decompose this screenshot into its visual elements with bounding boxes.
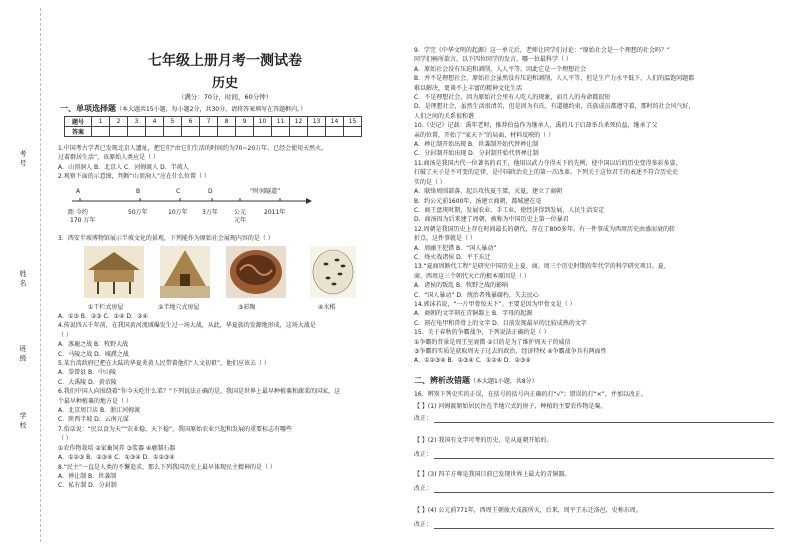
timeline-diagram [58,184,358,224]
question-line: 亲的位置，开始了“家天下”的局面，材料反映的（ ） [414,131,555,139]
section-1-header [60,104,306,114]
question-number: 1 [92,117,110,127]
answer-cell[interactable] [110,127,128,137]
question-line: ③争霸的实质是获取周天子过去的政治、经济特权 ④争霸战争具有两面性 [414,348,607,355]
question-line: A．原始社会没有压迫和剥削，人人平等，因此它是一个理想社会 [414,65,587,73]
semi-pit-house-image [160,246,210,298]
question-line: C．私有制 D．分封制 [58,482,117,490]
question-line: A．联络周围部落，起兵攻伐夏王桀，灭夏，建立了商朝 [414,188,563,196]
judgement-item: 【 】(4) 公元前771年，西周王朝彼犬戎族所灭，后来，周平王东迁洛邑，史称东周。 [414,507,642,514]
fix-label: 改正： [414,521,433,528]
question-line: D．商汤因为后来建了周朝，被称为中国历史上第一位暴君 [414,216,569,224]
question-line: C．不是理想社会，因为原始社会里有人吃人的现象，而且人的寿命都很短 [414,94,611,102]
question-line: A．①③ B．②③ C．①④ D．②④ [58,313,148,320]
question-line: 2.观察下面的示意图，判断“山顶洞人”应在什么位置（ ） [58,173,210,181]
section-2-instruction: （本大题1小题，共8分） [470,378,538,385]
timeline-letter: D [208,188,213,195]
answer-cell[interactable] [326,127,344,137]
question-number: 5 [164,117,182,127]
question-number: 11 [272,117,290,127]
question-line: C．烽火戏诸侯 D．平王东迁 [414,253,491,261]
side-label-name: 姓 名 [19,270,27,287]
question-number: 10 [254,117,272,127]
answer-cell[interactable] [164,127,182,137]
answer-cell[interactable] [272,127,290,137]
question-line: （ ） [58,331,72,339]
question-number: 7 [200,117,218,127]
questions-9-15 [414,46,786,366]
side-label-kaohao: 考 号 [19,150,27,167]
question-line: 8.“民主”一直是人类的不懈追求，那么下列我国历史上最早体现民主精神的是（ ） [58,463,276,471]
image-caption: ④水稻 [318,304,336,311]
question-line: A．涿鹿之战 B．牧野大战 [58,341,129,349]
question-line: 12.周朝是我国历史上存在时间最长的朝代，存在了800多年。有一件事成为西周历史由盛而衰的转 [414,225,675,233]
fix-label: 改正： [414,451,433,458]
question-number: 13 [308,117,326,127]
timeline-value: 3万年 [202,209,218,216]
questions-1-2 [58,144,393,182]
question-line: ①农作物栽培 ②家畜饲养 ③浆器 ④磨制石器 [58,444,176,452]
timeline-value: 距 今约 [68,209,88,216]
question-line: 5.某台湾政府已把在大陆的华夏炎黄人民带着他们“人文初祖”，他们应该去（ ） [58,360,270,368]
stilt-house-image [84,246,144,298]
fix-answer-line[interactable] [434,492,774,493]
answer-cell[interactable] [308,127,326,137]
question-line: A．北京周口店 B．浙江河姆渡 [58,407,141,415]
image-caption: ①干栏式房屋 [88,304,124,311]
question-line: 10.《史记》记载：禹年老时，推荐伯益作为继承人，禹的儿子启却举兵杀死伯益，继承了父 [414,122,658,130]
answer-cell[interactable] [218,127,236,137]
question-line: 15．关于春秋的争霸战争，下列说法正确的是（ ） [414,329,550,337]
question-line: 过着群居生活”，该原始人类应是（ ） [58,154,160,162]
question-line: 难以解决，更谈不上丰富的精神文化生活 [414,84,523,92]
answer-cell[interactable] [344,127,362,137]
page-title: 七年级上册月考一测试卷 [148,53,302,69]
question-number: 14 [326,117,344,127]
question-line: 商、西周这三个朝代灭亡的根本原因是（ ） [414,272,530,280]
question-line: A．拳曾县 B．中山陵 [58,369,117,377]
question-number: 12 [290,117,308,127]
question-line: A．①②③ B．②③④ C．①③④ D．①②③④ [58,454,175,462]
section-1-heading: 一、单项选择题 [60,104,116,113]
timeline-sub: 元年 [234,217,247,224]
question-number: 15 [344,117,362,127]
timeline-value: 公元 [234,209,247,216]
judgement-item: 【 】(3) 四羊方尊是我国目前已发现世界上最大的青铜器。 [414,471,571,478]
timeline-sub: 170 万年 [70,217,96,224]
rice-image [310,246,356,298]
question-number: 2 [110,117,128,127]
question-line: （ ） [58,435,72,443]
question-line: A．周幽王犯错 B．“国人暴动” [414,244,497,252]
answer-row-label: 答案 [65,127,92,137]
question-line: 折点，这件事就是（ ） [414,235,476,243]
question-line: B．约公元前1600年，汤建立商朝，都城建在亳 [414,197,542,205]
question-line: 9．学完《中华文明的起源》这一单元后，老师让同学们讨论：“原始社会是一个理想的社会吗？” [414,47,671,54]
painted-pottery-image [226,246,286,298]
question-line: A．商朝的文字刻在青铜器上 B．字母的起源 [414,310,533,318]
answer-cell[interactable] [254,127,272,137]
question-line: 14.郭沫若说，“一片甲骨惊天下”。主要是因为甲骨文是（ ） [414,300,576,308]
question-line: B．并不是理想社会，原始社会虽然没有压迫和剥削，人人平等，但是生产力水平低下，人们的温饱问题都 [414,75,695,83]
question-line: 7.俗话说：“民以食为天”“农业稳，天下稳”，我国原始农业兴起和发展的重要标志有哪些 [58,425,293,433]
fix-answer-line[interactable] [434,422,774,423]
question-line: 6.我们中国人向围绕着“你今天吃什么菜？”下列说法正确的是，我国是世界上最早种植粟和蔬菜的国家，这 [58,388,340,396]
image-caption: ③彩陶 [238,304,256,311]
timeline-letter: B [136,188,141,195]
question-line: C．“国人暴动” D．统治者残暴腐朽，失去民心 [414,291,539,299]
question-line: ①争霸的背景是周王室衰微 ②目的是为了维护周天子的威信 [414,338,571,346]
answer-table [64,116,362,137]
side-label-school: 学 校 [19,412,27,429]
timeline-value: 2011年 [264,209,286,216]
question-number: 6 [182,117,200,127]
question-line: 11.商汤是我国古代一位著名的君王，他用以武力夺得天下的先例，使中国以后的历史变得多彩多姿， [414,159,682,167]
fix-label: 改正： [414,415,433,422]
answer-cell[interactable] [128,127,146,137]
question-line: 个最早种植粟的地方是（ ） [58,397,132,405]
question-line: C．刻在龟甲和兽骨上的文字 D．目前发现最早的比较成熟的文字 [414,319,587,327]
question-line: D．是理想社会，虽然生活很清苦，但是因为有氏、有道德约束，氏族成员都遵守着，那时的社会风气好， [414,103,695,111]
answer-cell[interactable] [236,127,254,137]
question-line: A．禅让制开始出现 B．世袭制开始代替禅让制 [414,141,539,149]
section-2-header [414,376,538,386]
answer-cell[interactable] [200,127,218,137]
question-line: 4.传说四五千年前，在我国黄河流域爆发生过一场大战，从此，华夏族的发源地形成，这场大战是 [58,322,316,330]
timeline-letter: C [176,188,181,195]
section-1-instruction: （本大题共15小题，每小题2分，共30分。请将答案填写在答题框内。） [116,106,307,113]
question-line: C．分封制开始出现 D．分封制开始代替禅让制 [414,150,539,158]
answer-table-number-row [65,117,362,127]
section-2-heading: 二、辨析改错题 [414,376,470,385]
question-line: 实的是（ ） [414,178,446,186]
questions-3-8 [58,312,393,491]
answer-cell[interactable] [92,127,110,137]
timeline-value: 10万年 [168,209,188,216]
fix-answer-line[interactable] [434,458,774,459]
timeline-axis [58,196,358,206]
question-line: C．大禹陵 D．黄帝陵 [58,378,117,386]
answer-cell[interactable] [290,127,308,137]
question-number: 9 [236,117,254,127]
question-3: 3．西安半坡博物馆展示半坡文化的景观，下列能作为原始社会展现内容的是（ ） [58,235,274,242]
question-line: 13.“夏商周断代工程”是研究中国历史上夏、商、周三个历史时期的年代学的科学研究项目。夏、 [414,263,670,271]
fix-label: 改正： [414,485,433,492]
question-line: 同学们畅所欲言，以下四位同学的发言，哪一位最科学（ ） [414,56,572,64]
question-number: 8 [218,117,236,127]
answer-cell[interactable] [146,127,164,137]
timeline-value: 50万年 [128,209,148,216]
question-line: A．禅让制 B．世袭制 [58,472,117,480]
question-line: A．山顶洞人 B．北京人 C．河姆渡人 D．半坡人 [58,163,189,171]
timeline-label: “时间隧道” [250,188,281,195]
page-subtitle: 历史 [211,76,238,91]
question-line: A．①②③④ B．①③④ C．①②④ D．②③④ [414,357,531,365]
question-line: A．诸侯的叛乱 B．牧野之战的影响 [414,282,509,290]
question-line: 打破了天子是不可变的定律，是中国政治史上的第一次改革。下列关于这位君王的表述不符合历史史 [414,169,679,177]
answer-table-answer-row [65,127,362,137]
question-number: 3 [128,117,146,127]
question-line: C．陕西半坡 D．云南元谋 [58,416,129,424]
answer-cell[interactable] [182,127,200,137]
question-line: C．马陵之战 D．城濮之战 [58,350,129,358]
fix-answer-line[interactable] [434,528,774,529]
judgement-item: 【 】(1) 河姆渡原始居民住在半地穴式的房子，种植的主要农作物是粟。 [414,403,607,410]
judgement-item: 【 】(2) 我国有文字可考的历史，是从夏朝开始的。 [414,437,553,444]
timeline-letter: A [76,188,81,195]
image-caption: ②半地穴式房屋 [158,304,200,311]
question-number: 4 [146,117,164,127]
answer-table-row-label: 题号 [65,117,92,127]
question-line: C．商王盘庚时期，发展农业、手工业，使经济得到发展，人民生活安定 [414,206,605,214]
question-16-intro: 16．辨别下列史实的正误，在括号的括号内正确的打“√”；错误的打“×”，并加以改正。 [414,391,647,398]
question-line: 人们之间的关系很和谐 [414,112,475,120]
binding-line [40,8,41,542]
exam-meta: （满分：70分，时间，60分钟） [177,93,273,101]
question-line: 1.中国考古学者已发现北京人遗址，把它们“由它们生活的时间约为70~20万年，已经会使用天然火。 [58,145,328,152]
side-label-class: 班 级 [19,345,27,362]
